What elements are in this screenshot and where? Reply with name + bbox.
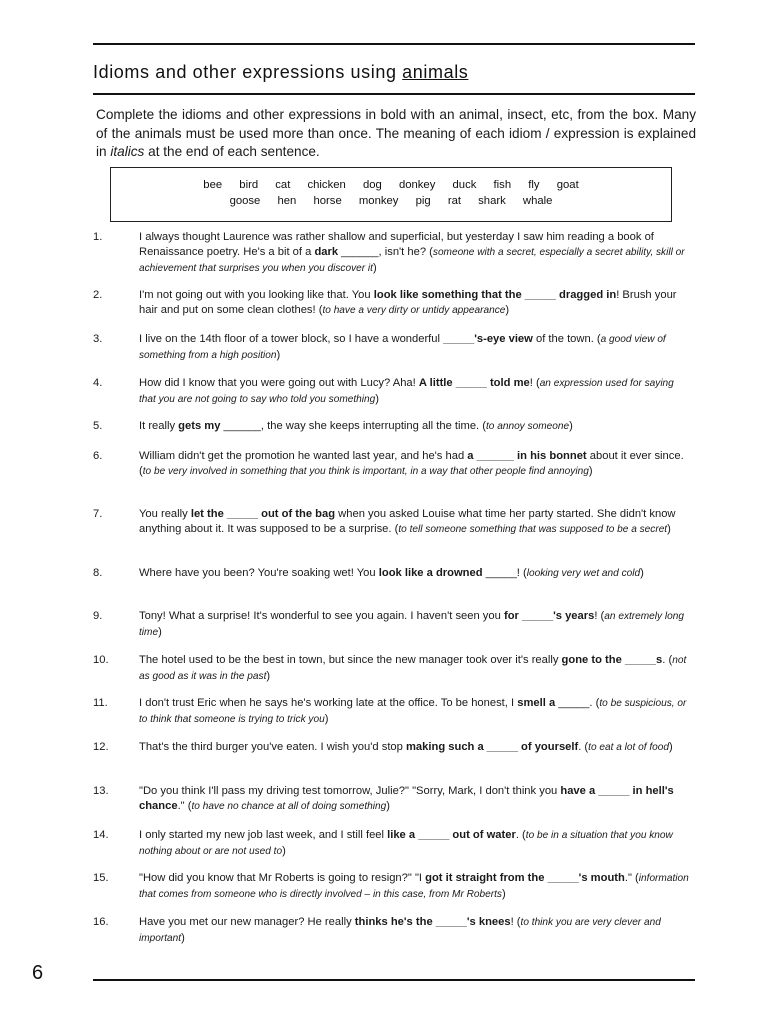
sentence-text: How did I know that you were going out with Lucy? Aha! xyxy=(139,377,419,389)
meaning-italic: to think you are very clever and important xyxy=(139,917,661,944)
item-sentence xyxy=(139,784,691,815)
idiom-bold: _____'s-eye view xyxy=(443,333,533,345)
sentence-text: "Do you think I'll pass my driving test tomorrow, Julie?" "Sorry, Mark, I don't think you xyxy=(139,785,561,797)
instructions-italic: italics xyxy=(110,144,145,159)
sentence-text: Tony! What a surprise! It's wonderful to see you again. I haven't seen you xyxy=(139,610,504,622)
sentence-text: _____! ( xyxy=(482,567,527,579)
item-number: 15. xyxy=(93,872,109,884)
item-number: 3. xyxy=(93,333,103,345)
word: whale xyxy=(522,195,553,207)
sentence-text: ) xyxy=(386,799,390,812)
sentence-text: ) xyxy=(588,464,593,477)
sentence-text: . ( xyxy=(662,654,673,666)
idiom-bold: making such a _____ of yourself xyxy=(405,741,579,753)
idiom-bold: for _____'s years xyxy=(503,610,595,622)
instructions-text-1: Complete the idioms and other expressions in bold with an animal, insect, etc, from the box. Many of the animals must be used more than once. The meaning of each idiom / expression is explained in xyxy=(96,107,696,159)
word: bee xyxy=(203,179,223,191)
word: bird xyxy=(239,179,259,191)
item-number: 13. xyxy=(93,785,109,797)
item-sentence xyxy=(139,288,691,319)
item-sentence xyxy=(139,332,691,364)
item-sentence xyxy=(139,696,691,728)
meaning-italic: to tell someone something that was supposed to be a secret xyxy=(398,523,668,535)
meaning-italic: information that comes from someone who is directly involved – in this case, from Mr Roberts xyxy=(139,873,689,900)
idiom-bold: smell a xyxy=(517,697,556,709)
sentence-text: ) xyxy=(505,303,510,316)
meaning-italic: to annoy someone xyxy=(486,421,570,432)
word-box-row-1 xyxy=(111,179,671,191)
item-number: 1. xyxy=(93,231,103,243)
sentence-text: ." ( xyxy=(624,872,639,884)
meaning-italic: to eat a lot of food xyxy=(588,742,669,753)
word: rat xyxy=(447,195,461,207)
sentence-text: Have you met our new manager? He really xyxy=(139,916,355,928)
sentence-text: ) xyxy=(282,844,286,857)
word: cat xyxy=(275,179,291,191)
idiom-bold: like a _____ out of water xyxy=(387,829,516,841)
word: dog xyxy=(362,179,382,191)
word: donkey xyxy=(398,179,436,191)
sentence-text: ______, the way she keeps interrupting all the time. ( xyxy=(220,420,486,432)
sentence-text: Where have you been? You're soaking wet! You xyxy=(139,567,379,579)
page-title xyxy=(93,62,468,83)
instructions-text-2: at the end of each sentence. xyxy=(144,144,320,159)
meaning-italic: to be very involved in something that you think is important, in a way that other people find annoying xyxy=(142,465,589,477)
word: monkey xyxy=(358,195,399,207)
idiom-bold: have a _____ in hell's chance xyxy=(139,785,674,812)
idiom-bold: a ______ in his bonnet xyxy=(467,450,587,462)
word: fish xyxy=(493,179,512,191)
sentence-text: ! ( xyxy=(529,377,540,389)
title-underlined-word: animals xyxy=(402,62,469,82)
word: fly xyxy=(528,179,540,191)
sentence-text: ) xyxy=(276,348,281,361)
idiom-bold: look like a drowned xyxy=(378,567,483,579)
idiom-bold: let the _____ out of the bag xyxy=(190,508,336,520)
meaning-italic: to be suspicious, or to think that someone is trying to trick you xyxy=(139,698,687,725)
meaning-italic: looking very wet and cold xyxy=(526,568,641,579)
word: horse xyxy=(313,195,342,207)
sentence-text: ." ( xyxy=(177,799,192,812)
idiom-bold: dark xyxy=(314,245,339,258)
sentence-text: ) xyxy=(668,741,673,753)
item-number: 5. xyxy=(93,420,103,432)
meaning-italic: a good view of something from a high position xyxy=(139,334,666,361)
item-sentence xyxy=(139,740,691,756)
sentence-text: . ( xyxy=(515,829,526,841)
sentence-text: _____. ( xyxy=(555,697,600,709)
item-sentence xyxy=(139,507,691,538)
title-rule xyxy=(93,93,695,95)
sentence-text: about it ever since. ( xyxy=(139,450,684,477)
word: hen xyxy=(277,195,297,207)
sentence-text: ______, isn't he? ( xyxy=(338,245,433,258)
sentence-text: That's the third burger you've eaten. I wish you'd stop xyxy=(139,741,406,753)
page-number: 6 xyxy=(32,962,44,984)
item-number: 9. xyxy=(93,610,103,622)
sentence-text: ) xyxy=(266,669,271,682)
sentence-text: It really xyxy=(139,420,179,432)
item-number: 11. xyxy=(93,697,108,709)
item-sentence xyxy=(139,449,691,480)
idiom-bold: got it straight from the _____'s mouth xyxy=(425,872,625,884)
idiom-bold: gone to the _____s xyxy=(561,654,663,666)
sentence-text: when you asked Louise what time her party started. She didn't know anything about it. It was supposed to be a surprise. ( xyxy=(139,508,676,535)
item-number: 7. xyxy=(93,508,103,520)
meaning-italic: an expression used for saying that you are not going to say who told you something xyxy=(139,378,674,405)
sentence-text: I only started my new job last week, and I still feel xyxy=(139,829,388,841)
sentence-text: ! ( xyxy=(594,610,605,622)
item-sentence xyxy=(139,915,691,947)
idiom-bold: A little _____ told me xyxy=(418,377,530,389)
item-sentence xyxy=(139,376,691,408)
sentence-text: ) xyxy=(372,261,377,274)
sentence-text: ) xyxy=(158,625,162,638)
meaning-italic: to have no chance at all of doing something xyxy=(191,800,387,812)
sentence-text: ) xyxy=(667,522,671,535)
instructions xyxy=(96,106,696,162)
sentence-text: I don't trust Eric when he says he's working late at the office. To be honest, I xyxy=(139,697,518,709)
title-prefix: Idioms and other expressions using xyxy=(93,62,403,82)
sentence-text: ) xyxy=(375,392,379,405)
item-number: 2. xyxy=(93,289,103,301)
word: chicken xyxy=(307,179,346,191)
sentence-text: ) xyxy=(324,712,329,725)
meaning-italic: to be in a situation that you know nothing about or are not used to xyxy=(139,830,673,857)
sentence-text: I'm not going out with you looking like that. You xyxy=(139,289,374,301)
meaning-italic: not as good as it was in the past xyxy=(139,655,687,682)
item-sentence xyxy=(139,828,691,860)
bottom-rule xyxy=(93,979,695,981)
sentence-text: I live on the 14th floor of a tower block, so I have a wonderful xyxy=(139,333,444,345)
sentence-text: "How did you know that Mr Roberts is going to resign?" "I xyxy=(139,872,426,884)
item-number: 8. xyxy=(93,567,103,579)
item-number: 16. xyxy=(93,916,109,928)
sentence-text: of the town. ( xyxy=(532,333,601,345)
sentence-text: . ( xyxy=(578,741,589,753)
sentence-text: ) xyxy=(569,420,573,432)
top-rule xyxy=(93,43,695,45)
meaning-italic: to have a very dirty or untidy appearance xyxy=(322,304,506,316)
word-box-row-2 xyxy=(111,195,671,207)
meaning-italic: someone with a secret, especially a secret ability, skill or achievement that surprises you when you discover it xyxy=(139,246,685,274)
item-number: 14. xyxy=(93,829,109,841)
meaning-italic: an extremely long time xyxy=(139,611,684,638)
idiom-bold: gets my xyxy=(178,420,221,432)
sentence-text: ) xyxy=(501,887,506,900)
item-sentence xyxy=(139,871,691,903)
sentence-text: ! Brush your hair and put on some clean clothes! ( xyxy=(139,289,677,316)
sentence-text: ) xyxy=(181,931,185,944)
item-number: 10. xyxy=(93,654,109,666)
item-sentence xyxy=(139,419,691,435)
word: duck xyxy=(452,179,477,191)
word: goat xyxy=(556,179,579,191)
sentence-text: The hotel used to be the best in town, but since the new manager took over it's really xyxy=(139,654,562,666)
word: pig xyxy=(415,195,431,207)
sentence-text: I always thought Laurence was rather shallow and superficial, but yesterday I saw him reading a book of Renaissance poetry. He's a bit of a xyxy=(139,231,654,258)
word-box xyxy=(110,167,672,222)
item-sentence xyxy=(139,653,691,685)
idiom-bold: look like something that the _____ dragged in xyxy=(373,289,617,301)
item-number: 12. xyxy=(93,741,109,753)
sentence-text: William didn't get the promotion he wanted last year, and he's had xyxy=(139,450,468,462)
item-number: 4. xyxy=(93,377,103,389)
sentence-text: You really xyxy=(139,508,191,520)
idiom-bold: thinks he's the _____'s knees xyxy=(354,916,511,928)
item-sentence xyxy=(139,566,691,582)
sentence-text: ) xyxy=(640,567,644,579)
item-sentence xyxy=(139,230,691,276)
word: goose xyxy=(229,195,261,207)
item-sentence xyxy=(139,609,691,641)
word: shark xyxy=(478,195,506,207)
sentence-text: ! ( xyxy=(510,916,521,928)
item-number: 6. xyxy=(93,450,103,462)
